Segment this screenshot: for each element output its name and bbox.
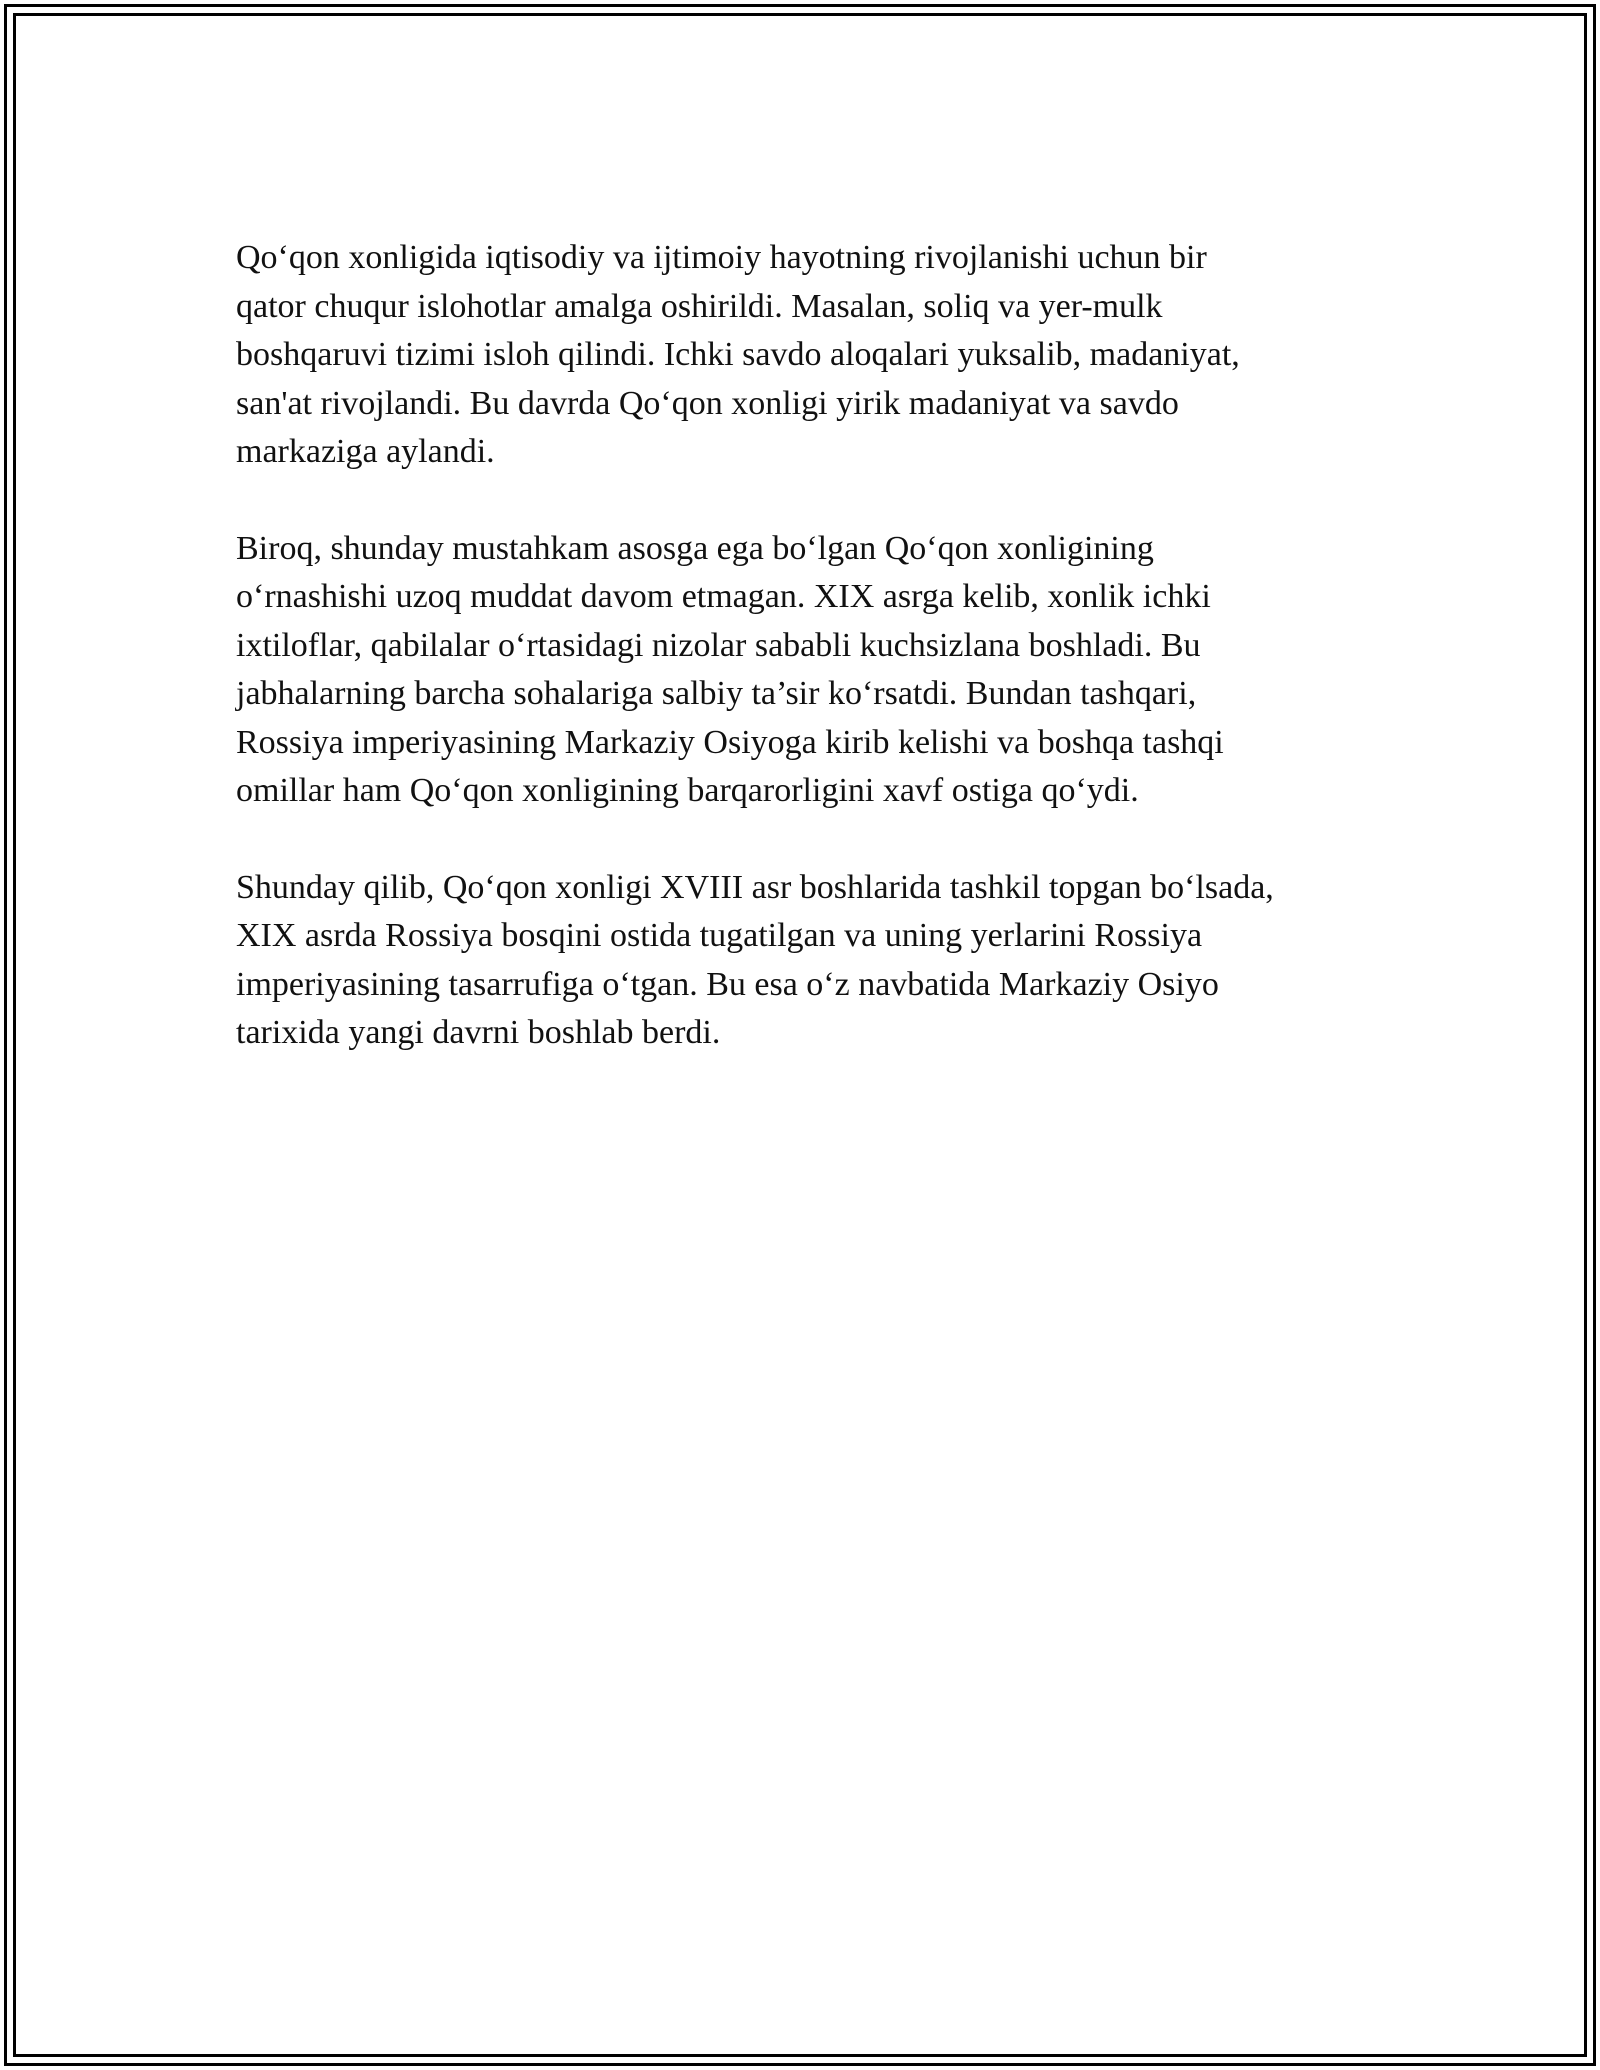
text-line: jabhalarning barcha sohalariga salbiy ta’sir ko‘rsatdi. Bundan tashqari, <box>236 675 1197 712</box>
text-line: qator chuqur islohotlar amalga oshirildi. Masalan, soliq va yer-mulk <box>236 287 1163 325</box>
text-line: san'at rivojlandi. Bu davrda Qo‘qon xonligi yirik madaniyat va savdo <box>236 384 1179 422</box>
document-body <box>236 234 1376 1106</box>
paragraph-3 <box>236 864 1376 1058</box>
text-line: ixtiloflar, qabilalar o‘rtasidagi nizolar sababli kuchsizlana boshladi. Bu <box>236 626 1201 664</box>
text-line: Shunday qilib, Qo‘qon xonligi XVIII asr boshlarida tashkil topgan bo‘lsada, <box>236 868 1274 906</box>
text-line: tarixida yangi davrni boshlab berdi. <box>236 1014 721 1051</box>
text-line: o‘rnashishi uzoq muddat davom etmagan. XIX asrga kelib, xonlik ichki <box>236 578 1211 615</box>
paragraph-1 <box>236 234 1376 477</box>
text-line: boshqaruvi tizimi isloh qilindi. Ichki savdo aloqalari yuksalib, madaniyat, <box>236 336 1240 373</box>
text-line: markaziga aylandi. <box>236 433 495 470</box>
text-line: Rossiya imperiyasining Markaziy Osiyoga kirib kelishi va boshqa tashqi <box>236 723 1224 761</box>
text-line: Biroq, shunday mustahkam asosga ega bo‘lgan Qo‘qon xonligining <box>236 529 1154 567</box>
text-line: omillar ham Qo‘qon xonligining barqarorligini xavf ostiga qo‘ydi. <box>236 772 1139 809</box>
paragraph-2 <box>236 525 1376 816</box>
text-line: Qo‘qon xonligida iqtisodiy va ijtimoiy hayotning rivojlanishi uchun bir <box>236 239 1207 276</box>
text-line: imperiyasining tasarrufiga o‘tgan. Bu esa o‘z navbatida Markaziy Osiyo <box>236 965 1219 1003</box>
text-line: XIX asrda Rossiya bosqini ostida tugatilgan va uning yerlarini Rossiya <box>236 917 1203 954</box>
